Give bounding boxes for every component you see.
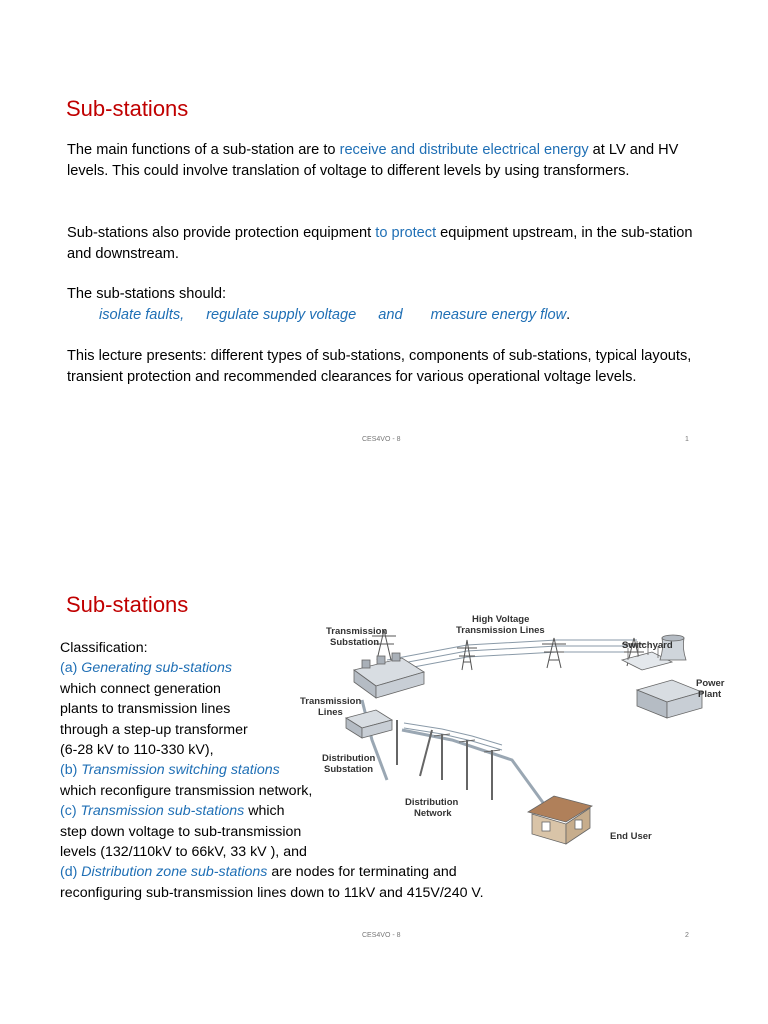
- end-user-house: [528, 796, 592, 844]
- svg-text:DistributionSubstation: Distribution Substation: [322, 753, 376, 775]
- should-paragraph: The sub-stations should: isolate faults, regulate supply voltage and measure energy flow.: [67, 284, 707, 325]
- classification-heading: Classification:: [60, 640, 148, 656]
- class-a-heading: (a) Generating sub-stations: [60, 660, 232, 677]
- slide-2-title: Sub-stations: [66, 592, 189, 617]
- slide-2-page-number: 2: [685, 932, 689, 939]
- svg-text:PowerPlant: Power Plant: [696, 678, 725, 700]
- label-distribution-network-1: Distribution: [405, 797, 459, 808]
- svg-text:High VoltageTransmission Lines: High Voltage Transmission Lines: [456, 614, 545, 636]
- slide-1-page-number: 1: [685, 436, 689, 443]
- label-high-voltage-1: High Voltage: [472, 614, 530, 625]
- distribution-substation-building: [346, 710, 392, 738]
- label-distribution-substation-1: Distribution: [322, 753, 376, 764]
- label-power-plant-1: Power: [696, 678, 725, 689]
- svg-text:TransmissionLines: Transmission Lines: [300, 696, 362, 718]
- slide-2-footer-label: CES4VO - 8: [362, 932, 401, 939]
- slide-2: [0, 512, 768, 1024]
- slide-1-footer-label: CES4VO - 8: [362, 436, 401, 443]
- slide-1-title: Sub-stations: [66, 96, 189, 121]
- svg-text:DistributionNetwork: Distribution Network: [405, 797, 459, 819]
- functions-paragraph: The main functions of a sub-station are to receive and distribute electrical energy at LV and HV levels. This could involve translation of voltage to different levels by using transformers.: [67, 142, 679, 179]
- class-b-heading: (b) Transmission switching stations: [60, 762, 280, 779]
- protection-highlight: to protect: [375, 225, 437, 241]
- functions-highlight: receive and distribute electrical energy: [339, 142, 589, 158]
- should-item-regulate: regulate supply voltage: [206, 306, 357, 323]
- protection-paragraph: Sub-stations also provide protection equipment to protect equipment upstream, in the sub-station and downstream.: [67, 225, 693, 262]
- should-item-isolate: isolate faults,: [99, 306, 185, 323]
- power-grid-diagram: [292, 600, 740, 850]
- label-end-user: End User: [610, 831, 652, 842]
- class-c-heading: (c) Transmission sub-stations which: [60, 803, 285, 820]
- label-switchyard: Switchyard: [622, 640, 673, 651]
- class-d-heading: (d) Distribution zone sub-stations are nodes for terminating and: [60, 864, 457, 881]
- label-transmission-substation-1: Transmission: [326, 626, 388, 637]
- high-voltage-line: [387, 640, 637, 660]
- should-item-measure: measure energy flow: [430, 306, 567, 323]
- lecture-paragraph: This lecture presents: different types of sub-stations, components of sub-stations, typical layouts, transient protection and recommended clearances for various operational voltage levels.: [67, 348, 692, 385]
- svg-text:TransmissionSubstation: Transmission Substation: [326, 626, 388, 648]
- classification-text: Classification: (a) Generating sub-stations which connect generation plants to transmission lines through a step-up transformer (6-28 kV to 110-330 kV), (b) Transmission switching stations which reconfigure transmission network, (c) Transmission sub-stations which step down voltage to sub-transmission levels (132/110kV to 66kV, 33 kV ), and (d) Distribution zone sub-stations are nodes for terminating and reconfiguring sub-transmission lines down to 11kV and 415V/240 V.: [60, 638, 620, 903]
- label-transmission-lines-1: Transmission: [300, 696, 362, 707]
- should-list: isolate faults, regulate supply voltage and measure energy flow.: [99, 306, 571, 323]
